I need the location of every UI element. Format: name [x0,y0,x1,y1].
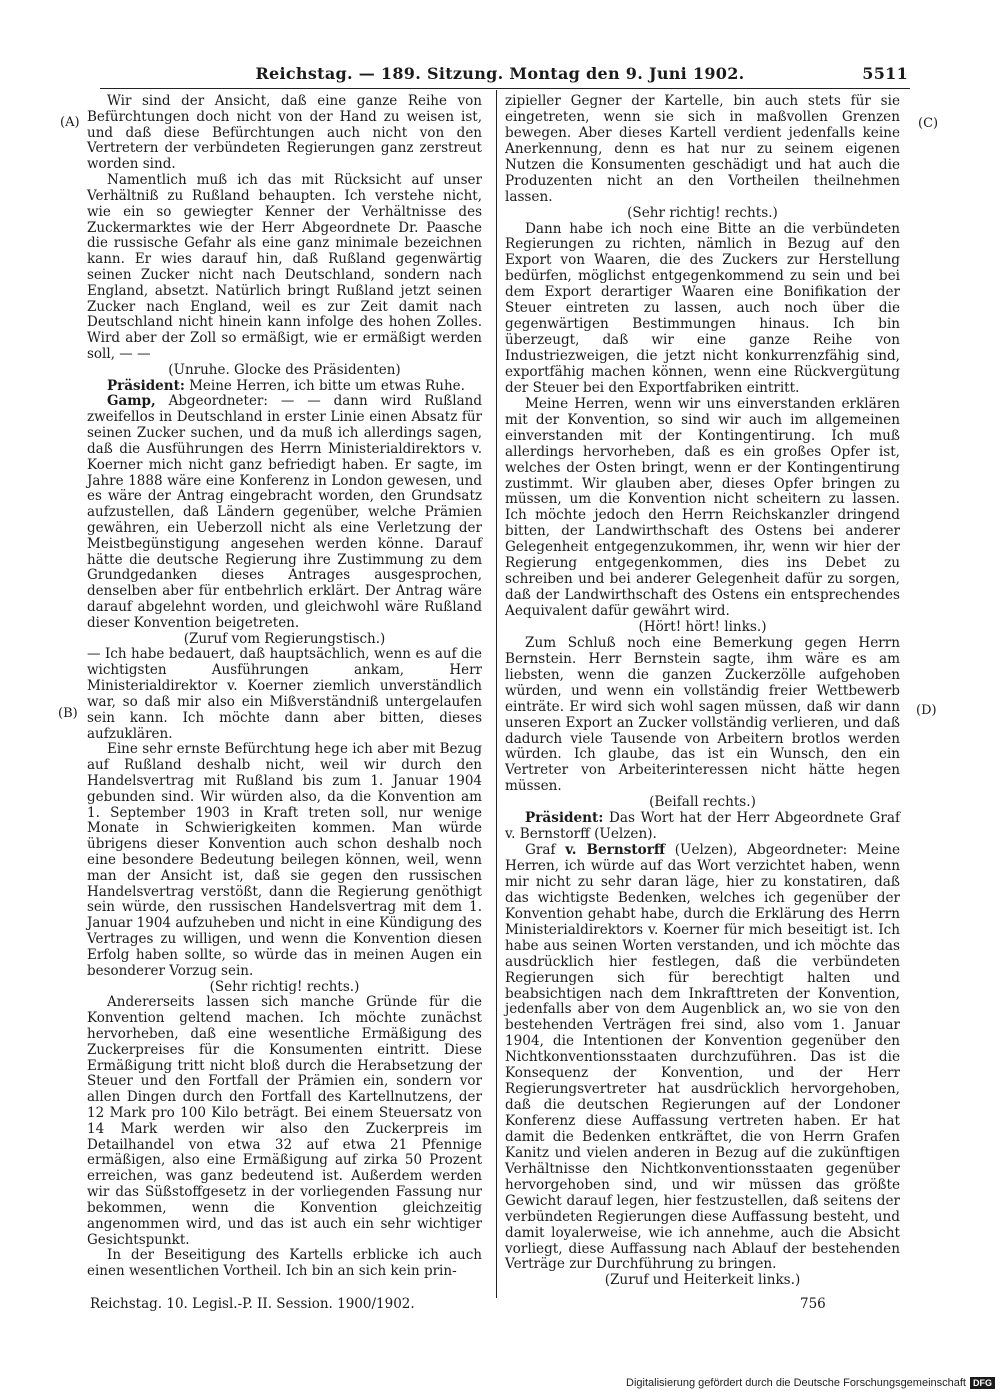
speech-text: Abgeordneter: — — dann wird Rußland zweifellos in Deutschland in erster Linie einen Absatz für seinen Zucker suchen, und da muß ich allerdings sagen, daß die Ausführungen des Herrn Ministerialdirektors v. Koerner mich nicht ganz befriedigt haben. Er sagte, im Jahre 1888 wäre eine Konferenz in London gewesen, und es wäre der Antrag eingebracht worden, den Grundsatz aufzustellen, daß Ländern gegenüber, welche Prämien gewähren, ein Ueberzoll nicht als eine Verletzung der Meistbegünstigung angesehen werden könne. Darauf hätte die deutsche Regierung ihre Zustimmung zu dem Grundgedanken dieses Antrages ausgesprochen, denselben aber für entbehrlich erklärt. Der Antrag wäre darauf abgelehnt worden, und gleichwohl wäre Rußland dieser Konvention beigetreten. [87,393,482,631]
paragraph: In der Beseitigung des Kartells erblicke ich auch einen wesentlichen Vortheil. Ich bin an sich kein prin- [87,1247,482,1280]
header-title: Reichstag. — 189. Sitzung. Montag den 9. Juni 1902. [255,64,745,83]
margin-marker-d: (D) [916,703,937,718]
page-number: 5511 [862,64,908,83]
paragraph: zipieller Gegner der Kartelle, bin auch stets für sie eingetreten, wenn sie sich in maßvollen Grenzen bewegen. Aber dieses Kartell verdient jedenfalls keine Anerkennung, denn es hat nur zu seinem eigenen Nutzen die Konsumenten geschädigt und hat auch die Produzenten nicht an den Vortheilen theilnehmen lassen. [505,93,900,205]
paragraph: Namentlich muß ich das mit Rücksicht auf unser Verhältniß zu Rußland behaupten. Ich verstehe nicht, wie ein so gewiegter Kenner der Verhältnisse des Zuckermarktes wie der Herr Abgeordnete Dr. Paasche die russische Gefahr als eine ganz minimale bezeichnen kann. Er wies darauf hin, daß Rußland gegenwärtig seinen Zucker nicht nach Deutschland, sondern nach England, absetzt. Natürlich bringt Rußland jetzt seinen Zucker nach England, weil es zur Zeit damit nach Deutschland nicht hinein kann infolge des hohen Zolles. Wird aber der Zoll so ermäßigt, wie er ermäßigt werden soll, — — [87,172,482,362]
running-header [0,62,1000,86]
speech-paragraph [505,811,900,843]
interjection: (Sehr richtig! rechts.) [209,978,360,995]
margin-marker-c: (C) [918,116,939,131]
speech-text: Das Wort hat der Herr Abgeordnete Graf v. Bernstorff (Uelzen). [505,810,900,843]
footer-number: 756 [800,1296,826,1312]
margin-marker-b: (B) [58,706,78,721]
speech-text: Meine Herren, ich bitte um etwas Ruhe. [189,377,465,394]
speech-text: (Uelzen), Abgeordneter: Meine Herren, ich würde auf das Wort verzichtet haben, wenn mir nicht zu sehr daran läge, hier zu konstatiren, daß das wichtigste Bedenken, welches ich gegenüber der Konvention gehabt habe, durch die Erklärung des Herrn Ministerialdirektors v. Koerner für mich beseitigt ist. Ich habe aus seinen Worten verstanden, und ich möchte das ausdrücklich hier festlegen, daß die verbündeten Regierungen sich für berechtigt halten und beabsichtigen nach dem Inkrafttreten der Konvention, jedenfalls aber von dem Augenblick an, wo sie von den bestehenden Verträgen frei sind, also vom 1. Januar 1904, die Intentionen der Konvention gegenüber den Nichtkonventionsstaaten durchzuführen. Das ist die Konsequenz der Konvention, und der Herr Regierungsvertreter hat ausdrücklich hervorgehoben, daß die deutschen Regierungen auf der Londoner Konferenz diese Auffassung vertreten haben. Er hat damit die Bedenken entkräftet, die von Herrn Grafen Kanitz und vielen anderen in Bezug auf die zukünftigen Verhältnisse den Nichtkonventionsstaaten gegenüber hervorgehoben sind, und wir müssen das größte Gewicht darauf legen, hier festzustellen, daß seitens der verbündeten Regierungen diese Auffassung besteht, und damit loyalerweise, wie ich annehme, auch die Absicht vorliegt, diese Auffassung nach Ablauf der bestehenden Verträge zur Durchführung zu bringen. [505,842,901,1273]
paragraph: Andererseits lassen sich manche Gründe für die Konvention geltend machen. Ich möchte zunächst hervorheben, daß eine wesentliche Ermäßigung des Zuckerpreises für die Konsumenten eintritt. Diese Ermäßigung tritt nicht bloß durch die Herabsetzung der Steuer und den Fortfall der Prämien ein, sondern vor allen Dingen durch den Fortfall des Kartellnutzens, der 12 Mark pro 100 Kilo beträgt. Bei einem Steuersatz von 14 Mark werden wir also den Zuckerpreis im Detailhandel von etwa 32 auf etwa 21 Pfennige ermäßigen, also eine Ermäßigung auf zirka 50 Prozent erreichen, was ganz bedeutend ist. Außerdem werden wir das Süßstoffgesetz in der vorliegenden Fassung nur bekommen, wenn die Konvention gleichzeitig angenommen wird, und das ist auch ein sehr wichtiger Gesichtspunkt. [87,994,482,1248]
interjection: (Unruhe. Glocke des Präsidenten) [168,361,401,378]
interjection: (Sehr richtig! rechts.) [627,204,778,221]
speech-paragraph [87,394,482,631]
speaker-title: Graf [525,842,556,859]
paragraph: Eine sehr ernste Befürchtung hege ich aber mit Bezug auf Rußland deshalb nicht, weil wir durch den Handelsvertrag mit Rußland bis zum 1. Januar 1904 gebunden sind. Wir würden also, da die Konvention am 1. September 1903 in Kraft treten soll, nur wenige Monate in Schwierigkeiten kommen. Man würde übrigens dieser Konvention auch schon deshalb noch eine besondere Bedeutung beilegen können, weil, wenn man der Ansicht ist, daß sie gegen den russischen Handelsvertrag verstößt, dann die Regierung genöthigt sein würde, den russischen Handelsvertrag mit dem 1. Januar 1904 aufzuheben und nicht in eine Kündigung des Vertrages zu willigen, und wenn die Konvention diesen Erfolg haben sollte, so würde das in meinen Augen ein besonderer Vorzug sein. [87,741,482,979]
interjection: (Zuruf vom Regierungstisch.) [183,630,386,647]
paragraph: Wir sind der Ansicht, daß eine ganze Reihe von Befürchtungen doch nicht von der Hand zu weisen ist, und daß diese Befürchtungen auch nicht von den Vertretern der verbündeten Regierungen ganz zerstreut worden sind. [87,93,482,173]
header-rule [100,88,910,89]
dfg-logo-icon: DFG [970,1377,995,1389]
speech-paragraph [505,843,900,1273]
paragraph: Dann habe ich noch eine Bitte an die verbündeten Regierungen zu richten, nämlich in Bezug auf den Export von Waaren, die des Zuckers zur Herstellung bedürfen, möglichst entgegenkommend zu sein und bei dem Export derartiger Waaren eine Bonifikation der Steuer eintreten zu lassen, auch noch über die gegenwärtigen Bestimmungen hinaus. Ich bin überzeugt, daß wir eine ganze Reihe von Industriezweigen, die jetzt nicht konkurrenzfähig sind, exportfähig machen können, wenn eine Rückvergütung der Steuer bei den Exportfabriken eintritt. [505,220,900,396]
interjection: (Zuruf und Heiterkeit links.) [604,1272,801,1289]
interjection: (Hört! hört! links.) [638,618,767,635]
paragraph: — Ich habe bedauert, daß hauptsächlich, wenn es auf die wichtigsten Ausführungen ankam, Herr Ministerialdirektor v. Koerner ziemlich unverständlich war, so daß mir also ein Mißverständniß untergelaufen sein kann. Ich möchte dann aber bitten, dieses aufzuklären. [87,646,482,742]
digitization-text: Digitalisierung gefördert durch die Deutsche Forschungsgemeinschaft [626,1377,966,1389]
footer-session: Reichstag. 10. Legisl.-P. II. Session. 1900/1902. [90,1296,415,1312]
digitization-note [600,1377,995,1394]
column-rule [496,90,497,1298]
paragraph: Zum Schluß noch eine Bemerkung gegen Herrn Bernstein. Herr Bernstein sagte, ihm wäre es am liebsten, wenn die ganzen Zuckerzölle aufgehoben würden, und wenn ein vollständig freier Wettbewerb einträte. Er wird sich wohl sagen müssen, daß wir dann unseren Export an Zucker vollständig verlieren, und daß dadurch viele Tausende von Arbeitern brotlos werden würden. Ich glaube, das ist ein Wunsch, den ein Vertreter von Arbeiterinteressen nicht hätte hegen müssen. [505,634,900,795]
interjection: (Beifall rechts.) [649,794,756,811]
speaker-name: Präsident: [107,377,185,394]
margin-marker-a: (A) [60,115,80,130]
speaker-name: Präsident: [525,810,604,827]
right-column [505,94,900,1289]
paragraph: Meine Herren, wenn wir uns einverstanden erklären mit der Konvention, so sind wir auch im allgemeinen einverstanden mit der Kontingentirung. Ich muß allerdings hervorheben, daß es ein großes Opfer ist, welches der Osten bringt, wenn er der Kontingentirung zustimmt. Wir glauben aber, dieses Opfer bringen zu müssen, um die Konvention nicht scheitern zu lassen. Ich möchte jedoch den Herrn Reichskanzler dringend bitten, der Landwirthschaft des Ostens bei anderer Gelegenheit entgegenzukommen, ihr, wenn wir hier der Regierung entgegenkommen, dies ins Debet zu schreiben und bei anderer Gelegenheit dafür zu sorgen, daß der Landwirthschaft des Ostens ein entsprechendes Aequivalent dafür gewährt wird. [505,395,900,619]
left-column [87,94,482,1280]
speaker-name: Gamp, [107,393,156,410]
speaker-name: v. Bernstorff [565,842,666,859]
speech-paragraph [87,379,482,395]
